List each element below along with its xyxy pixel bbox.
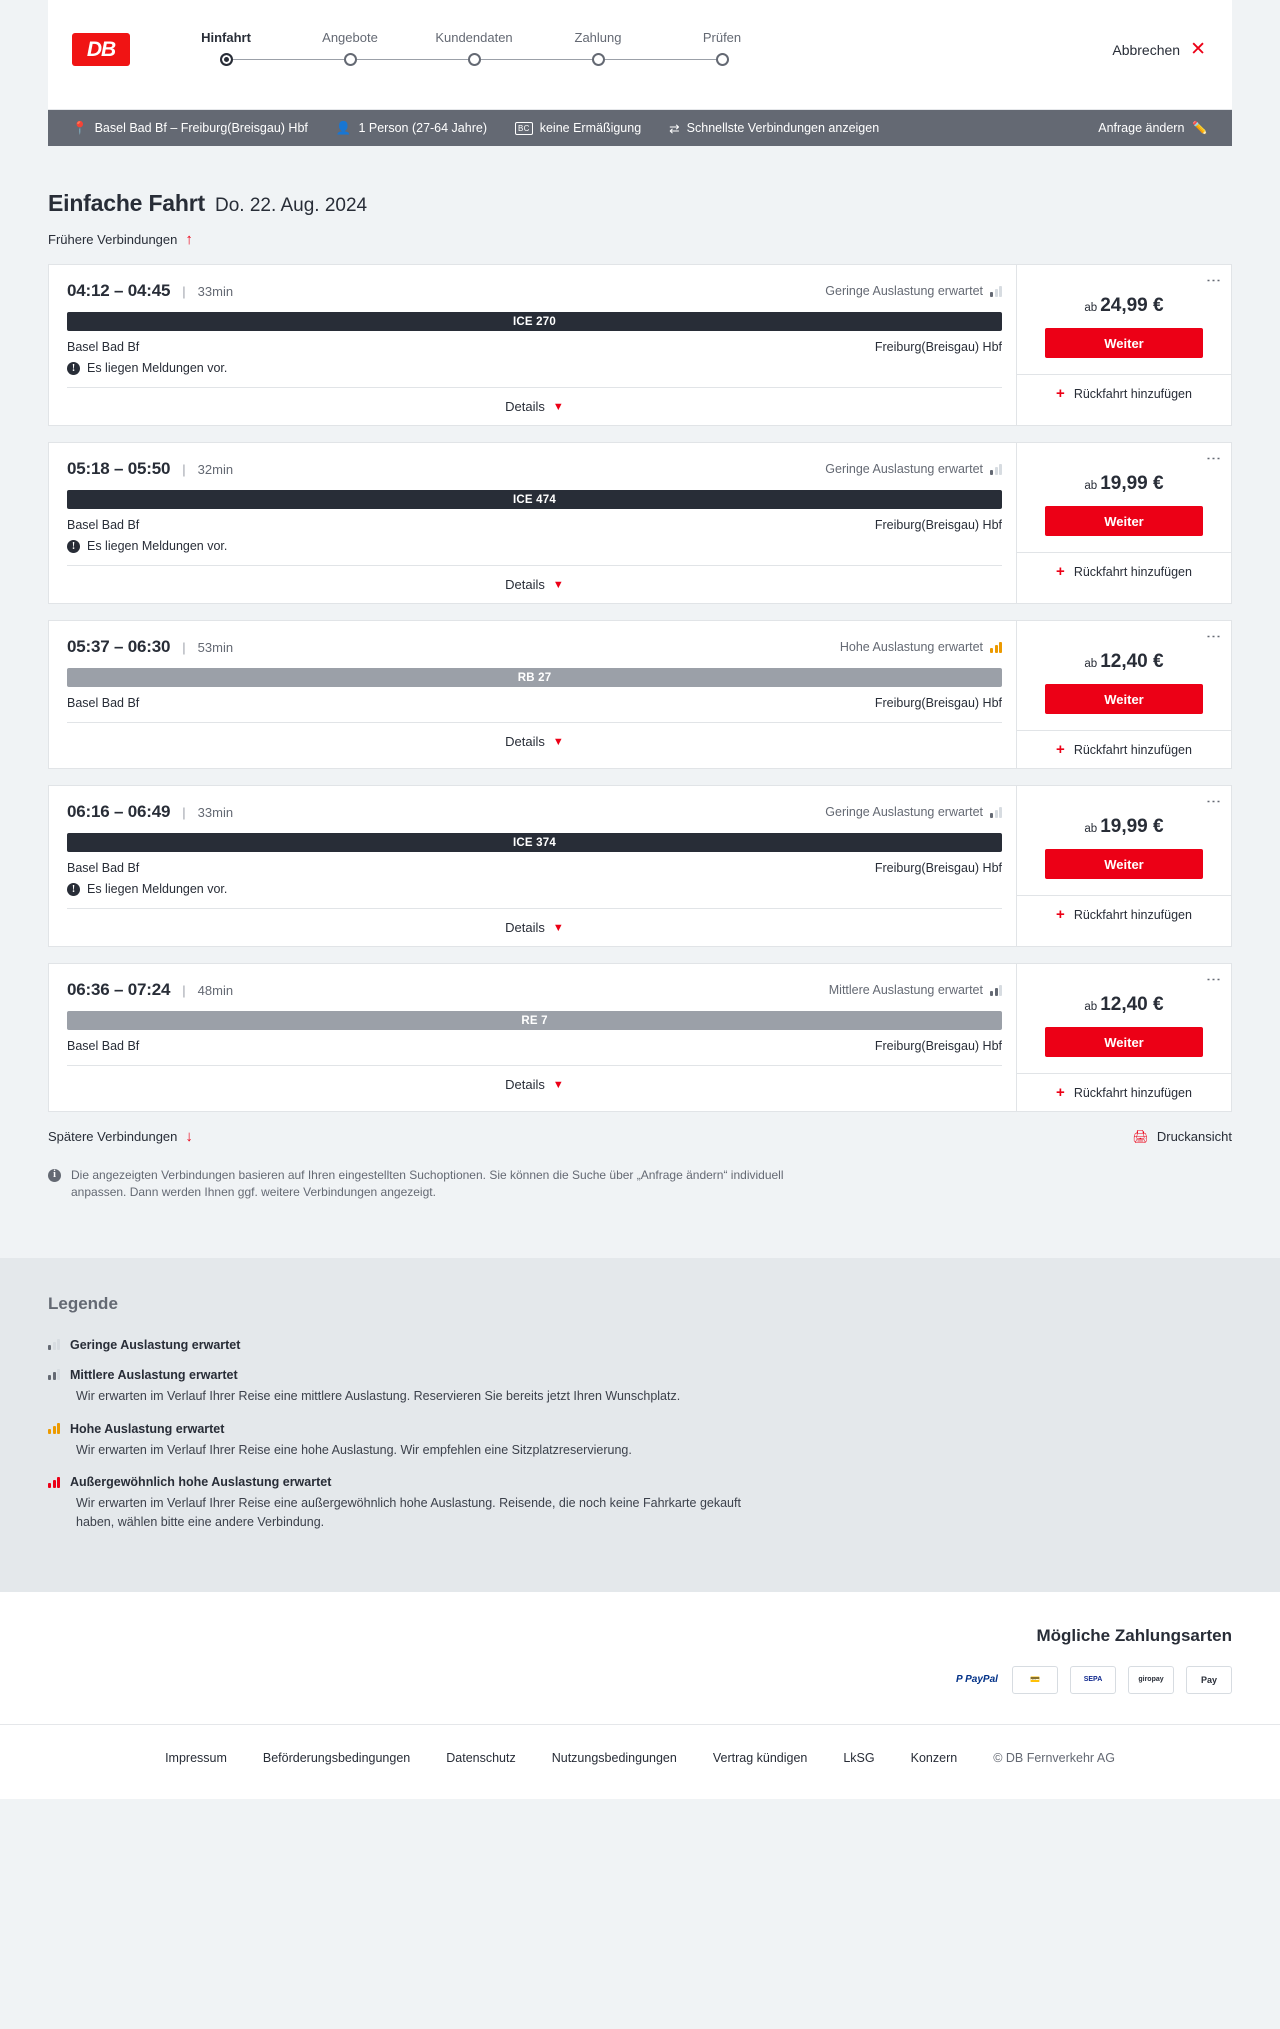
summary-sorting-label: Schnellste Verbindungen anzeigen: [686, 121, 880, 135]
add-return-label: Rückfahrt hinzufügen: [1073, 907, 1192, 922]
step-zahlung[interactable]: [536, 30, 660, 73]
arrow-down-icon: ↓: [185, 1128, 193, 1145]
time-separator: |: [182, 639, 186, 655]
details-label: Details: [505, 1077, 545, 1092]
cancel-button[interactable]: [1112, 40, 1206, 59]
app-header: [48, 0, 1232, 110]
creditcard-icon: 💳: [1012, 1666, 1058, 1694]
step-angebote[interactable]: [288, 30, 412, 73]
station-to: Freiburg(Breisgau) Hbf: [874, 340, 1002, 354]
station-from: Basel Bad Bf: [67, 1039, 140, 1053]
occupancy-label: Geringe Auslastung erwartet: [825, 284, 983, 298]
station-from: Basel Bad Bf: [67, 696, 140, 710]
connection-price: [1084, 651, 1163, 673]
train-badge[interactable]: RB 27: [67, 668, 1002, 687]
occupancy-bars-icon: [48, 1423, 60, 1434]
step-dot: [716, 53, 729, 66]
occupancy-bars-icon: [990, 642, 1002, 653]
connection-duration: 48min: [197, 982, 234, 998]
connection-message: [67, 882, 1002, 896]
time-separator: |: [182, 804, 186, 820]
connection-header: [67, 281, 1002, 301]
time-separator: |: [182, 283, 186, 299]
details-label: Details: [505, 577, 545, 592]
more-options-icon[interactable]: ⋮: [1205, 972, 1222, 987]
add-return-label: Rückfahrt hinzufügen: [1073, 386, 1192, 401]
footer-link[interactable]: Impressum: [165, 1750, 227, 1765]
search-note: [48, 1167, 808, 1202]
chevron-down-icon: ▼: [552, 400, 564, 413]
later-connections-label: Spätere Verbindungen: [48, 1129, 178, 1144]
legend-title: Legende: [48, 1293, 118, 1313]
station-to: Freiburg(Breisgau) Hbf: [874, 518, 1002, 532]
chevron-down-icon: ▼: [552, 921, 564, 934]
details-label: Details: [505, 734, 545, 749]
station-to: Freiburg(Breisgau) Hbf: [874, 1039, 1002, 1053]
connection-message-label: Es liegen Meldungen vor.: [87, 539, 228, 553]
footer-copyright: © DB Fernverkehr AG: [993, 1750, 1115, 1765]
add-return-label: Rückfahrt hinzufügen: [1073, 742, 1192, 757]
train-badge[interactable]: ICE 374: [67, 833, 1002, 852]
earlier-connections-label: Frühere Verbindungen: [48, 232, 178, 247]
price-prefix: ab: [1084, 480, 1098, 492]
legend-item: [48, 1475, 1232, 1532]
continue-button[interactable]: Weiter: [1045, 684, 1203, 714]
step-dot: [468, 53, 481, 66]
occupancy-indicator: [825, 284, 1002, 298]
occupancy-bars-icon: [990, 985, 1002, 996]
add-return-label: Rückfahrt hinzufügen: [1073, 1085, 1192, 1100]
footer-link[interactable]: Beförderungsbedingungen: [262, 1750, 411, 1765]
connection-stations: [67, 340, 1002, 354]
connection-details: [49, 443, 1016, 603]
legend-section: [0, 1258, 1280, 1592]
legend-item: [48, 1338, 1232, 1352]
occupancy-bars-icon: [48, 1339, 60, 1350]
edit-search-label: Anfrage ändern: [1098, 121, 1185, 135]
info-icon: !: [67, 883, 80, 896]
station-to: Freiburg(Breisgau) Hbf: [874, 696, 1002, 710]
time-separator: |: [182, 982, 186, 998]
connection-duration: 33min: [197, 283, 234, 299]
station-from: Basel Bad Bf: [67, 518, 140, 532]
print-view-button[interactable]: [1132, 1129, 1232, 1145]
location-pin-icon: 📍: [72, 120, 88, 135]
connection-message-label: Es liegen Meldungen vor.: [87, 882, 228, 896]
page-title: [48, 146, 1232, 217]
connection-stations: [67, 518, 1002, 532]
add-return-label: Rückfahrt hinzufügen: [1073, 564, 1192, 579]
price-value: 19,99 €: [1100, 473, 1164, 494]
legend-item: [48, 1368, 1232, 1406]
details-toggle[interactable]: [67, 565, 1002, 603]
step-connector: [598, 59, 722, 60]
occupancy-bars-icon: [48, 1477, 60, 1488]
footer-link[interactable]: Konzern: [910, 1750, 958, 1765]
footer-link[interactable]: Datenschutz: [446, 1750, 516, 1765]
step-connector: [350, 59, 474, 60]
cancel-label: Abbrechen: [1112, 41, 1181, 58]
step-prüfen[interactable]: [660, 30, 784, 73]
step-dot: [220, 53, 233, 66]
connection-message-label: Es liegen Meldungen vor.: [87, 361, 228, 375]
details-label: Details: [505, 920, 545, 935]
more-options-icon[interactable]: ⋮: [1205, 273, 1222, 288]
info-icon: i: [48, 1169, 61, 1182]
connection-stations: [67, 1039, 1002, 1053]
connection-card: [48, 963, 1232, 1112]
step-label: Hinfahrt: [201, 30, 251, 45]
connection-list: [48, 264, 1232, 1112]
details-label: Details: [505, 399, 545, 414]
connection-time: 06:36 – 07:24: [67, 980, 171, 999]
connection-time: 04:12 – 04:45: [67, 281, 171, 300]
occupancy-label: Geringe Auslastung erwartet: [825, 805, 983, 819]
price-value: 12,40 €: [1100, 651, 1164, 672]
price-prefix: ab: [1084, 658, 1098, 670]
occupancy-indicator: [825, 805, 1002, 819]
continue-button[interactable]: Weiter: [1045, 849, 1203, 879]
plus-icon: +: [1056, 563, 1065, 580]
summary-route-label: Basel Bad Bf – Freiburg(Breisgau) Hbf: [94, 121, 308, 135]
train-badge[interactable]: ICE 270: [67, 312, 1002, 331]
connection-header: [67, 459, 1002, 479]
step-dot: [344, 53, 357, 66]
search-note-text: Die angezeigten Verbindungen basieren auf Ihren eingestellten Suchoptionen. Sie können die Suche über „Anfrage ändern“ individuell anpassen. Dann werden Ihnen ggf. weitere Verbindungen angezeigt.: [71, 1168, 784, 1200]
connection-message: [67, 539, 1002, 553]
info-icon: !: [67, 540, 80, 553]
connection-header: [67, 980, 1002, 1000]
legend-item-head: [48, 1422, 1232, 1436]
connection-header: [67, 637, 1002, 657]
connection-price: [1084, 295, 1163, 317]
occupancy-indicator: [825, 462, 1002, 476]
connection-details: [49, 265, 1016, 425]
connection-offer: [1016, 786, 1231, 946]
price-prefix: ab: [1084, 823, 1098, 835]
legend-item-label: Mittlere Auslastung erwartet: [70, 1367, 238, 1382]
step-kundendaten[interactable]: [412, 30, 536, 73]
arrow-up-icon: ↑: [185, 231, 193, 248]
train-badge[interactable]: RE 7: [67, 1011, 1002, 1030]
time-separator: |: [182, 461, 186, 477]
connection-time: 05:37 – 06:30: [67, 637, 171, 656]
footer-link[interactable]: LkSG: [843, 1750, 875, 1765]
occupancy-label: Geringe Auslastung erwartet: [825, 462, 983, 476]
legend-items: [48, 1338, 1232, 1532]
plus-icon: +: [1056, 1084, 1065, 1101]
step-label: Kundendaten: [435, 30, 513, 45]
details-toggle[interactable]: [67, 722, 1002, 760]
printer-icon: 🖨: [1132, 1128, 1149, 1144]
chevron-down-icon: ▼: [552, 578, 564, 591]
connection-stations: [67, 696, 1002, 710]
legend-item-label: Außergewöhnlich hohe Auslastung erwartet: [70, 1475, 332, 1490]
bahncard-icon: BC: [515, 122, 533, 135]
page-title-date: Do. 22. Aug. 2024: [214, 195, 368, 216]
add-return-button[interactable]: [1017, 730, 1231, 768]
connection-offer: [1016, 621, 1231, 768]
connection-duration: 33min: [197, 804, 234, 820]
details-toggle[interactable]: [67, 387, 1002, 425]
summary-discount[interactable]: [501, 121, 655, 135]
step-label: Zahlung: [574, 30, 622, 45]
occupancy-bars-icon: [990, 807, 1002, 818]
legend-item-desc: Wir erwarten im Verlauf Ihrer Reise eine hohe Auslastung. Wir empfehlen eine Sitzplatzreservierung.: [76, 1442, 632, 1457]
add-return-button[interactable]: [1017, 895, 1231, 933]
connection-price: [1084, 994, 1163, 1016]
occupancy-indicator: [829, 983, 1002, 997]
add-return-button[interactable]: [1017, 552, 1231, 590]
plus-icon: +: [1056, 741, 1065, 758]
price-value: 12,40 €: [1100, 994, 1164, 1015]
summary-route[interactable]: [64, 121, 322, 136]
connection-header: [67, 802, 1002, 822]
footer-link[interactable]: Vertrag kündigen: [712, 1750, 808, 1765]
legend-item: [48, 1422, 1232, 1460]
page-title-main: Einfache Fahrt: [48, 190, 205, 216]
occupancy-bars-icon: [990, 464, 1002, 475]
earlier-connections-button[interactable]: [48, 231, 1232, 248]
close-icon: ✕: [1190, 39, 1206, 60]
details-toggle[interactable]: [67, 1065, 1002, 1103]
connection-time: 05:18 – 05:50: [67, 459, 171, 478]
occupancy-label: Mittlere Auslastung erwartet: [828, 983, 983, 997]
step-label: Angebote: [322, 30, 378, 45]
connection-card: [48, 620, 1232, 769]
payment-section: [0, 1592, 1280, 1724]
step-dot-row: [164, 45, 288, 73]
station-to: Freiburg(Breisgau) Hbf: [874, 861, 1002, 875]
continue-button[interactable]: Weiter: [1045, 1027, 1203, 1057]
results-content: [48, 146, 1232, 1226]
connection-duration: 32min: [197, 461, 234, 477]
step-connector: [474, 59, 598, 60]
later-connections-button[interactable]: [48, 1128, 193, 1145]
details-toggle[interactable]: [67, 908, 1002, 946]
connection-offer: [1016, 265, 1231, 425]
connection-message: [67, 361, 1002, 375]
continue-button[interactable]: Weiter: [1045, 506, 1203, 536]
page-footer: [0, 1724, 1280, 1799]
giropay-icon: giropay: [1128, 1666, 1174, 1694]
summary-passengers-label: 1 Person (27-64 Jahre): [358, 121, 487, 135]
db-logo[interactable]: DB: [72, 33, 130, 66]
footer-link[interactable]: Nutzungsbedingungen: [551, 1750, 677, 1765]
legend-item-head: [48, 1338, 1232, 1352]
results-footer-row: [48, 1128, 1232, 1145]
add-return-button[interactable]: [1017, 374, 1231, 412]
chevron-down-icon: ▼: [552, 735, 564, 748]
price-prefix: ab: [1084, 1001, 1098, 1013]
connection-stations: [67, 861, 1002, 875]
sort-icon: ⇄: [669, 121, 680, 136]
station-from: Basel Bad Bf: [67, 340, 140, 354]
connection-duration: 53min: [197, 639, 234, 655]
station-from: Basel Bad Bf: [67, 861, 140, 875]
plus-icon: +: [1056, 906, 1065, 923]
summary-passengers[interactable]: [322, 121, 501, 136]
occupancy-label: Hohe Auslastung erwartet: [839, 640, 983, 654]
occupancy-bars-icon: [48, 1369, 60, 1380]
pencil-icon: ✏️: [1192, 120, 1208, 135]
legend-item-desc: Wir erwarten im Verlauf Ihrer Reise eine mittlere Auslastung. Reservieren Sie bereits jetzt Ihren Wunschplatz.: [76, 1388, 681, 1403]
connection-price: [1084, 473, 1163, 495]
connection-details: [49, 964, 1016, 1111]
plus-icon: +: [1056, 385, 1065, 402]
sepa-icon: SEPA: [1070, 1666, 1116, 1694]
person-icon: 👤: [335, 120, 352, 135]
more-options-icon[interactable]: ⋮: [1205, 794, 1222, 809]
connection-offer: [1016, 443, 1231, 603]
legend-item-head: [48, 1368, 1232, 1382]
print-view-label: Druckansicht: [1156, 1129, 1232, 1144]
occupancy-bars-icon: [990, 286, 1002, 297]
more-options-icon[interactable]: ⋮: [1205, 451, 1222, 466]
connection-details: [49, 621, 1016, 768]
step-dot: [592, 53, 605, 66]
occupancy-indicator: [840, 640, 1002, 654]
checkout-stepper: [164, 30, 784, 73]
step-hinfahrt[interactable]: [164, 30, 288, 73]
train-badge[interactable]: ICE 474: [67, 490, 1002, 509]
price-prefix: ab: [1084, 302, 1098, 314]
legend-item-label: Geringe Auslastung erwartet: [70, 1337, 241, 1352]
chevron-down-icon: ▼: [552, 1078, 564, 1091]
legend-item-desc: Wir erwarten im Verlauf Ihrer Reise eine außergewöhnlich hohe Auslastung. Reisende, die noch keine Fahrkarte gekauft haben, wählen bitte eine andere Verbindung.: [76, 1496, 741, 1530]
connection-details: [49, 786, 1016, 946]
connection-card: [48, 442, 1232, 604]
connection-offer: [1016, 964, 1231, 1111]
add-return-button[interactable]: [1017, 1073, 1231, 1111]
info-icon: !: [67, 362, 80, 375]
summary-sorting[interactable]: [655, 121, 893, 136]
payment-icons: [48, 1666, 1232, 1694]
legend-item-label: Hohe Auslastung erwartet: [70, 1421, 225, 1436]
step-label: Prüfen: [702, 30, 742, 45]
apple-pay-icon: Pay: [1186, 1666, 1232, 1694]
continue-button[interactable]: Weiter: [1045, 328, 1203, 358]
price-value: 19,99 €: [1100, 816, 1164, 837]
search-summary-bar: [48, 110, 1232, 146]
edit-search-button[interactable]: [1098, 121, 1216, 136]
connection-price: [1084, 816, 1163, 838]
payment-title: Mögliche Zahlungsarten: [1036, 1625, 1232, 1645]
paypal-icon: P PayPal: [954, 1666, 1000, 1694]
connection-card: [48, 785, 1232, 947]
step-connector: [226, 59, 350, 60]
connection-card: [48, 264, 1232, 426]
connection-time: 06:16 – 06:49: [67, 802, 171, 821]
price-value: 24,99 €: [1100, 295, 1164, 316]
summary-discount-label: keine Ermäßigung: [539, 121, 642, 135]
more-options-icon[interactable]: ⋮: [1205, 629, 1222, 644]
legend-item-head: [48, 1475, 1232, 1489]
